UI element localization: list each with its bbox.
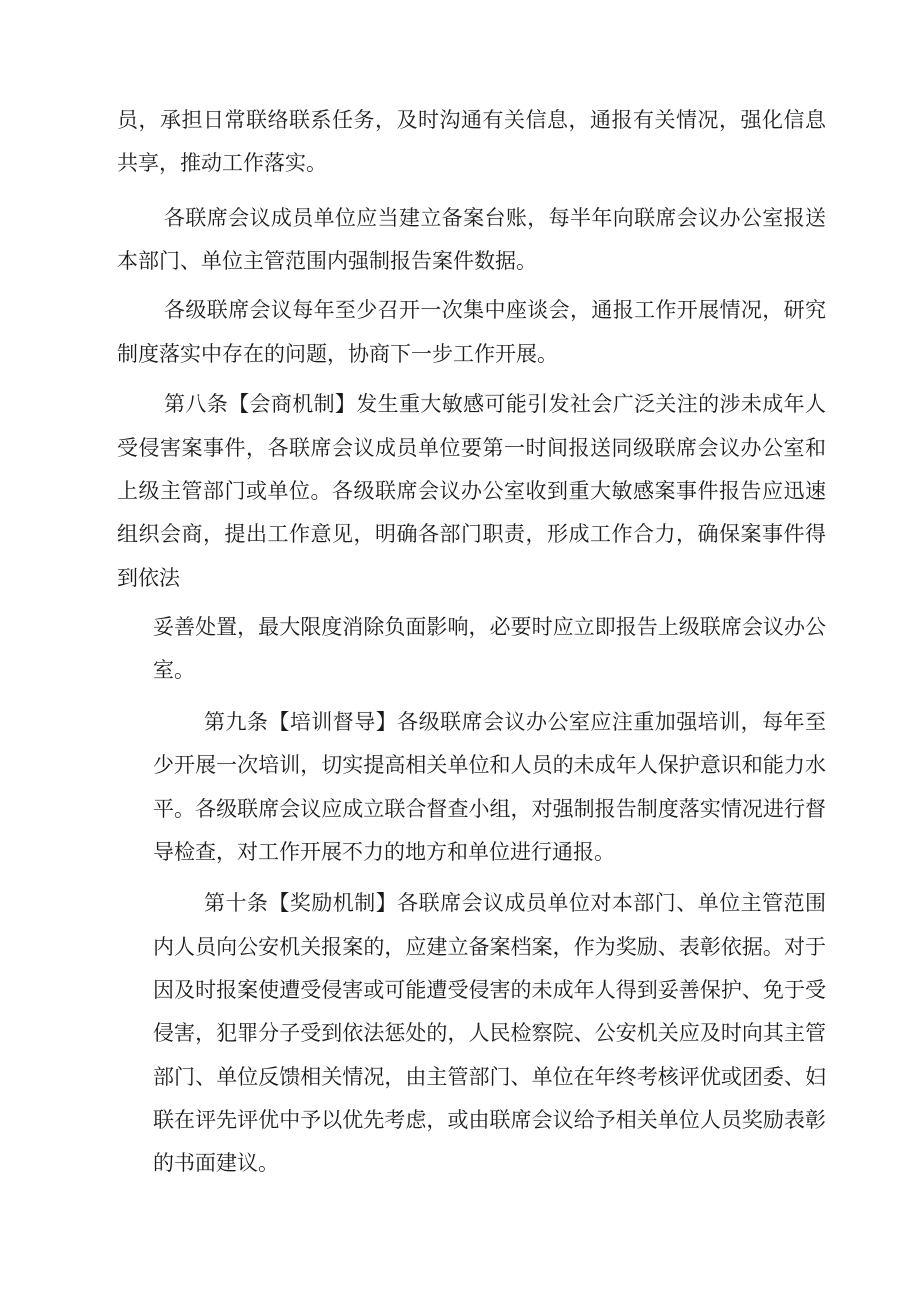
- text-line: 少开展一次培训，切实提高相关单位和人员的未成年人保护意识和能力水: [153, 753, 826, 777]
- text-line: 平。各级联席会议应成立联合督查小组，对强制报告制度落实情况进行督: [153, 797, 826, 821]
- text-line: 第九条【培训督导】各级联席会议办公室应注重加强培训，每年至: [204, 710, 826, 734]
- text-line: 员，承担日常联络联系任务，及时沟通有关信息，通报有关情况，强化信息: [117, 108, 826, 132]
- text-line: 第八条【会商机制】发生重大敏感可能引发社会广泛关注的涉未成年人: [164, 392, 826, 416]
- text-line: 妥善处置，最大限度消除负面影响，必要时应立即报告上级联席会议办公: [153, 615, 826, 639]
- text-line: 的书面建议。: [153, 1151, 279, 1175]
- text-line: 导检查，对工作开展不力的地方和单位进行通报。: [153, 840, 615, 864]
- text-line: 制度落实中存在的问题，协商下一步工作开展。: [117, 342, 558, 366]
- text-line: 第十条【奖励机制】各联席会议成员单位对本部门、单位主管范围: [204, 891, 826, 915]
- text-line: 各级联席会议每年至少召开一次集中座谈会，通报工作开展情况，研究: [164, 298, 826, 322]
- text-line: 上级主管部门或单位。各级联席会议办公室收到重大敏感案事件报告应迅速: [117, 479, 826, 503]
- text-line: 共享，推动工作落实。: [117, 151, 327, 175]
- text-line: 到依法: [117, 566, 180, 590]
- text-line: 室。: [153, 658, 195, 682]
- text-line: 受侵害案事件，各联席会议成员单位要第一时间报送同级联席会议办公室和: [117, 436, 826, 460]
- text-line: 侵害，犯罪分子受到依法惩处的，人民检察院、公安机关应及时向其主管: [153, 1021, 826, 1045]
- text-line: 各联席会议成员单位应当建立备案台账，每半年向联席会议办公室报送: [164, 206, 826, 230]
- text-line: 本部门、单位主管范围内强制报告案件数据。: [117, 249, 537, 273]
- text-line: 因及时报案使遭受侵害或可能遭受侵害的未成年人得到妥善保护、免于受: [153, 978, 826, 1002]
- text-line: 联在评先评优中予以优先考虑，或由联席会议给予相关单位人员奖励表彰: [153, 1108, 826, 1132]
- text-line: 内人员向公安机关报案的，应建立备案档案，作为奖励、表彰依据。对于: [153, 935, 826, 959]
- text-line: 组织会商，提出工作意见，明确各部门职责，形成工作合力，确保案事件得: [117, 522, 826, 546]
- text-line: 部门、单位反馈相关情况，由主管部门、单位在年终考核评优或团委、妇: [153, 1065, 826, 1089]
